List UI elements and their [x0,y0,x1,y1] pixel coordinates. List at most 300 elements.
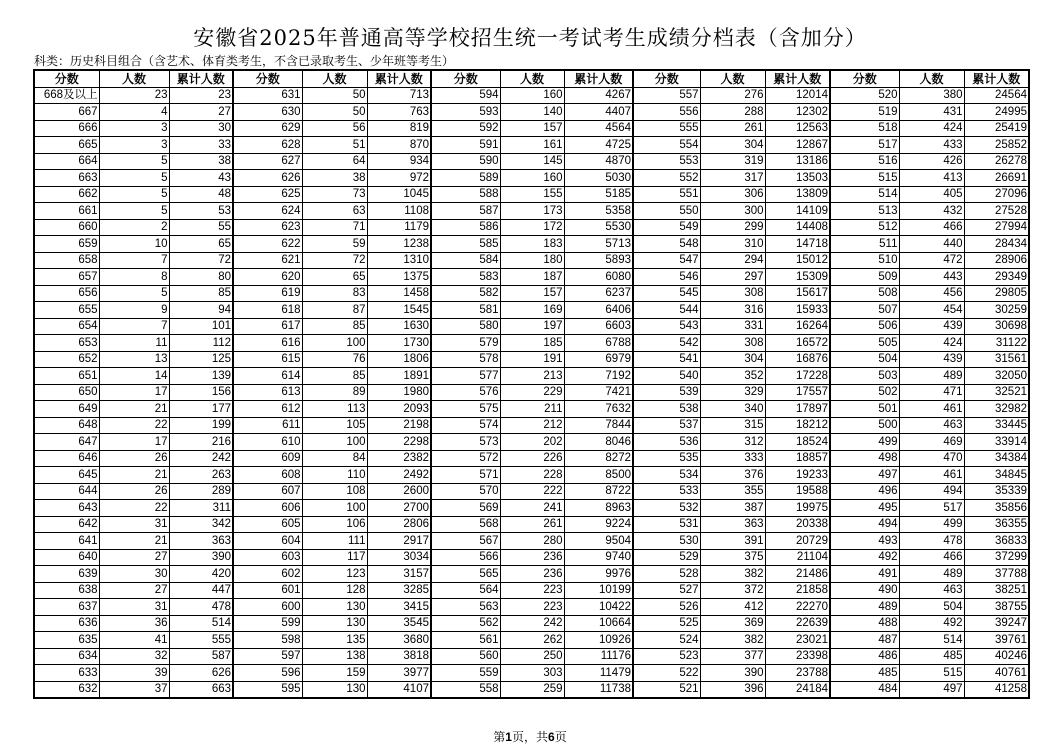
score-cell: 592 [431,120,500,137]
count-cell: 391 [700,533,765,550]
cumulative-cell: 5185 [564,186,633,203]
table-row [34,434,1029,451]
count-cell: 197 [500,318,564,335]
count-cell: 5 [99,285,169,302]
cumulative-cell: 17228 [765,368,830,385]
score-cell: 633 [34,665,99,682]
cumulative-cell: 8500 [564,467,633,484]
count-cell: 315 [700,417,765,434]
cumulative-cell: 21858 [765,582,830,599]
cumulative-header: 累计人数 [367,70,431,87]
count-cell: 72 [302,252,367,269]
score-cell: 661 [34,203,99,220]
count-cell: 64 [302,153,367,170]
count-cell: 108 [302,483,367,500]
score-cell: 607 [233,483,302,500]
cumulative-cell: 23788 [765,665,830,682]
score-cell: 596 [233,665,302,682]
cumulative-cell: 21486 [765,566,830,583]
cumulative-cell: 4725 [564,137,633,154]
score-cell: 484 [830,681,899,698]
score-header: 分数 [633,70,700,87]
cumulative-cell: 53 [169,203,233,220]
count-cell: 10 [99,236,169,253]
score-cell: 562 [431,615,500,632]
count-cell: 308 [700,285,765,302]
cumulative-cell: 33914 [964,434,1029,451]
score-cell: 620 [233,269,302,286]
score-cell: 511 [830,236,899,253]
count-cell: 100 [302,500,367,517]
table-row [34,236,1029,253]
count-cell: 241 [500,500,564,517]
score-cell: 510 [830,252,899,269]
cumulative-cell: 1179 [367,219,431,236]
cumulative-cell: 34384 [964,450,1029,467]
count-cell: 161 [500,137,564,154]
count-cell: 276 [700,87,765,104]
count-cell: 222 [500,483,564,500]
table-row [34,648,1029,665]
score-cell: 658 [34,252,99,269]
score-cell: 520 [830,87,899,104]
score-cell: 606 [233,500,302,517]
footer-middle: 页，共 [511,730,548,744]
cumulative-cell: 14718 [765,236,830,253]
count-cell: 466 [899,549,964,566]
score-cell: 622 [233,236,302,253]
count-cell: 387 [700,500,765,517]
cumulative-cell: 16572 [765,335,830,352]
cumulative-cell: 40761 [964,665,1029,682]
score-cell: 545 [633,285,700,302]
cumulative-cell: 32521 [964,384,1029,401]
count-cell: 396 [700,681,765,698]
cumulative-cell: 20338 [765,516,830,533]
score-cell: 580 [431,318,500,335]
count-cell: 439 [899,318,964,335]
count-cell: 306 [700,186,765,203]
cumulative-cell: 10926 [564,632,633,649]
cumulative-cell: 156 [169,384,233,401]
cumulative-cell: 2917 [367,533,431,550]
score-distribution-table [33,69,1030,699]
score-cell: 550 [633,203,700,220]
cumulative-cell: 6603 [564,318,633,335]
cumulative-cell: 4564 [564,120,633,137]
count-cell: 433 [899,137,964,154]
count-cell: 489 [899,368,964,385]
cumulative-cell: 13503 [765,170,830,187]
score-cell: 639 [34,566,99,583]
cumulative-cell: 514 [169,615,233,632]
count-cell: 41 [99,632,169,649]
score-cell: 579 [431,335,500,352]
score-cell: 537 [633,417,700,434]
count-cell: 36 [99,615,169,632]
cumulative-cell: 1980 [367,384,431,401]
count-cell: 32 [99,648,169,665]
count-cell: 159 [302,665,367,682]
score-cell: 586 [431,219,500,236]
score-cell: 625 [233,186,302,203]
cumulative-cell: 17557 [765,384,830,401]
count-cell: 21 [99,533,169,550]
score-cell: 621 [233,252,302,269]
score-cell: 497 [830,467,899,484]
score-cell: 557 [633,87,700,104]
score-cell: 558 [431,681,500,698]
score-cell: 643 [34,500,99,517]
count-cell: 2 [99,219,169,236]
score-cell: 588 [431,186,500,203]
cumulative-cell: 33 [169,137,233,154]
cumulative-cell: 1045 [367,186,431,203]
score-cell: 519 [830,104,899,121]
cumulative-cell: 24184 [765,681,830,698]
cumulative-cell: 263 [169,467,233,484]
score-cell: 575 [431,401,500,418]
cumulative-cell: 2298 [367,434,431,451]
score-cell: 616 [233,335,302,352]
count-cell: 297 [700,269,765,286]
score-cell: 486 [830,648,899,665]
score-cell: 662 [34,186,99,203]
cumulative-cell: 24564 [964,87,1029,104]
score-cell: 603 [233,549,302,566]
score-cell: 564 [431,582,500,599]
count-cell: 185 [500,335,564,352]
count-cell: 155 [500,186,564,203]
count-cell: 229 [500,384,564,401]
cumulative-cell: 112 [169,335,233,352]
table-row [34,665,1029,682]
score-cell: 587 [431,203,500,220]
score-cell: 513 [830,203,899,220]
cumulative-cell: 4870 [564,153,633,170]
score-cell: 613 [233,384,302,401]
cumulative-cell: 28906 [964,252,1029,269]
score-cell: 664 [34,153,99,170]
score-cell: 504 [830,351,899,368]
count-cell: 223 [500,599,564,616]
cumulative-cell: 32050 [964,368,1029,385]
count-cell: 138 [302,648,367,665]
count-cell: 130 [302,681,367,698]
score-cell: 491 [830,566,899,583]
count-cell: 377 [700,648,765,665]
count-cell: 329 [700,384,765,401]
cumulative-cell: 27 [169,104,233,121]
count-cell: 100 [302,434,367,451]
count-cell: 514 [899,632,964,649]
score-cell: 546 [633,269,700,286]
cumulative-cell: 11176 [564,648,633,665]
cumulative-cell: 972 [367,170,431,187]
page-footer [0,728,1060,745]
score-cell: 526 [633,599,700,616]
count-cell: 111 [302,533,367,550]
count-cell: 497 [899,681,964,698]
count-cell: 463 [899,417,964,434]
count-cell: 27 [99,582,169,599]
cumulative-cell: 22639 [765,615,830,632]
score-cell: 549 [633,219,700,236]
count-cell: 376 [700,467,765,484]
cumulative-cell: 763 [367,104,431,121]
cumulative-cell: 420 [169,566,233,583]
score-cell: 573 [431,434,500,451]
count-cell: 191 [500,351,564,368]
score-cell: 614 [233,368,302,385]
cumulative-cell: 7192 [564,368,633,385]
cumulative-cell: 1310 [367,252,431,269]
cumulative-cell: 7844 [564,417,633,434]
cumulative-cell: 23 [169,87,233,104]
score-cell: 636 [34,615,99,632]
count-cell: 85 [302,368,367,385]
score-cell: 506 [830,318,899,335]
score-cell: 668及以上 [34,87,99,104]
cumulative-cell: 311 [169,500,233,517]
cumulative-cell: 39247 [964,615,1029,632]
count-cell: 173 [500,203,564,220]
score-cell: 528 [633,566,700,583]
cumulative-cell: 5530 [564,219,633,236]
count-cell: 262 [500,632,564,649]
score-cell: 610 [233,434,302,451]
score-cell: 515 [830,170,899,187]
count-cell: 424 [899,120,964,137]
cumulative-cell: 363 [169,533,233,550]
cumulative-cell: 242 [169,450,233,467]
score-cell: 518 [830,120,899,137]
score-cell: 585 [431,236,500,253]
count-cell: 100 [302,335,367,352]
score-cell: 512 [830,219,899,236]
cumulative-cell: 38 [169,153,233,170]
count-cell: 212 [500,417,564,434]
score-cell: 583 [431,269,500,286]
cumulative-cell: 1108 [367,203,431,220]
cumulative-cell: 4407 [564,104,633,121]
count-cell: 223 [500,582,564,599]
score-cell: 493 [830,533,899,550]
cumulative-cell: 85 [169,285,233,302]
count-cell: 26 [99,450,169,467]
count-cell: 135 [302,632,367,649]
score-cell: 641 [34,533,99,550]
count-cell: 308 [700,335,765,352]
score-cell: 523 [633,648,700,665]
score-cell: 536 [633,434,700,451]
table-row [34,566,1029,583]
footer-prefix: 第 [493,730,506,744]
score-cell: 640 [34,549,99,566]
cumulative-cell: 28434 [964,236,1029,253]
count-cell: 380 [899,87,964,104]
cumulative-cell: 34845 [964,467,1029,484]
cumulative-cell: 1891 [367,368,431,385]
cumulative-cell: 23398 [765,648,830,665]
count-cell: 14 [99,368,169,385]
score-cell: 569 [431,500,500,517]
cumulative-cell: 713 [367,87,431,104]
table-row [34,467,1029,484]
count-cell: 456 [899,285,964,302]
cumulative-cell: 30698 [964,318,1029,335]
table-row [34,516,1029,533]
score-cell: 626 [233,170,302,187]
score-cell: 571 [431,467,500,484]
score-cell: 540 [633,368,700,385]
score-cell: 499 [830,434,899,451]
table-row [34,533,1029,550]
footer-total-pages: 6 [548,730,555,744]
count-cell: 39 [99,665,169,682]
score-cell: 500 [830,417,899,434]
cumulative-cell: 19588 [765,483,830,500]
cumulative-cell: 2492 [367,467,431,484]
cumulative-cell: 19975 [765,500,830,517]
cumulative-header: 累计人数 [564,70,633,87]
score-cell: 555 [633,120,700,137]
score-cell: 609 [233,450,302,467]
score-cell: 527 [633,582,700,599]
count-cell: 489 [899,566,964,583]
table-row [34,269,1029,286]
count-cell: 517 [899,500,964,517]
count-cell: 3 [99,120,169,137]
score-cell: 601 [233,582,302,599]
count-cell: 242 [500,615,564,632]
count-cell: 7 [99,252,169,269]
count-cell: 84 [302,450,367,467]
score-cell: 494 [830,516,899,533]
cumulative-cell: 36355 [964,516,1029,533]
count-cell: 27 [99,549,169,566]
score-cell: 507 [830,302,899,319]
cumulative-cell: 3157 [367,566,431,583]
count-cell: 110 [302,467,367,484]
score-cell: 516 [830,153,899,170]
score-cell: 489 [830,599,899,616]
score-cell: 566 [431,549,500,566]
table-row [34,351,1029,368]
score-cell: 570 [431,483,500,500]
score-cell: 581 [431,302,500,319]
table-row [34,549,1029,566]
cumulative-cell: 289 [169,483,233,500]
cumulative-cell: 2093 [367,401,431,418]
score-cell: 576 [431,384,500,401]
cumulative-cell: 39761 [964,632,1029,649]
count-cell: 211 [500,401,564,418]
cumulative-cell: 23021 [765,632,830,649]
count-cell: 73 [302,186,367,203]
table-row [34,318,1029,335]
cumulative-cell: 18857 [765,450,830,467]
score-cell: 509 [830,269,899,286]
cumulative-cell: 7632 [564,401,633,418]
count-cell: 463 [899,582,964,599]
count-cell: 8 [99,269,169,286]
score-cell: 657 [34,269,99,286]
count-cell: 157 [500,120,564,137]
cumulative-cell: 15309 [765,269,830,286]
score-cell: 590 [431,153,500,170]
table-row [34,681,1029,698]
cumulative-cell: 22270 [765,599,830,616]
cumulative-cell: 35339 [964,483,1029,500]
count-cell: 466 [899,219,964,236]
cumulative-cell: 6406 [564,302,633,319]
cumulative-cell: 16264 [765,318,830,335]
count-cell: 3 [99,137,169,154]
cumulative-header: 累计人数 [765,70,830,87]
table-row [34,137,1029,154]
table-row [34,483,1029,500]
cumulative-cell: 55 [169,219,233,236]
count-cell: 499 [899,516,964,533]
count-cell: 113 [302,401,367,418]
count-cell: 472 [899,252,964,269]
count-header: 人数 [700,70,765,87]
cumulative-cell: 3285 [367,582,431,599]
cumulative-cell: 447 [169,582,233,599]
count-cell: 440 [899,236,964,253]
score-cell: 563 [431,599,500,616]
score-cell: 663 [34,170,99,187]
cumulative-cell: 3680 [367,632,431,649]
cumulative-cell: 1458 [367,285,431,302]
count-cell: 288 [700,104,765,121]
score-cell: 524 [633,632,700,649]
count-cell: 333 [700,450,765,467]
table-row [34,302,1029,319]
cumulative-cell: 30 [169,120,233,137]
count-cell: 382 [700,566,765,583]
score-cell: 591 [431,137,500,154]
count-cell: 390 [700,665,765,682]
cumulative-cell: 10199 [564,582,633,599]
score-header: 分数 [431,70,500,87]
cumulative-cell: 4107 [367,681,431,698]
count-cell: 5 [99,153,169,170]
cumulative-cell: 18212 [765,417,830,434]
count-cell: 355 [700,483,765,500]
count-cell: 443 [899,269,964,286]
cumulative-cell: 14109 [765,203,830,220]
cumulative-cell: 29349 [964,269,1029,286]
score-cell: 605 [233,516,302,533]
score-cell: 574 [431,417,500,434]
score-header: 分数 [830,70,899,87]
cumulative-cell: 14408 [765,219,830,236]
cumulative-cell: 33445 [964,417,1029,434]
score-cell: 634 [34,648,99,665]
cumulative-cell: 94 [169,302,233,319]
table-row [34,219,1029,236]
count-cell: 89 [302,384,367,401]
cumulative-cell: 27528 [964,203,1029,220]
cumulative-cell: 80 [169,269,233,286]
count-cell: 439 [899,351,964,368]
count-cell: 160 [500,170,564,187]
cumulative-cell: 21104 [765,549,830,566]
cumulative-cell: 40246 [964,648,1029,665]
cumulative-cell: 31122 [964,335,1029,352]
